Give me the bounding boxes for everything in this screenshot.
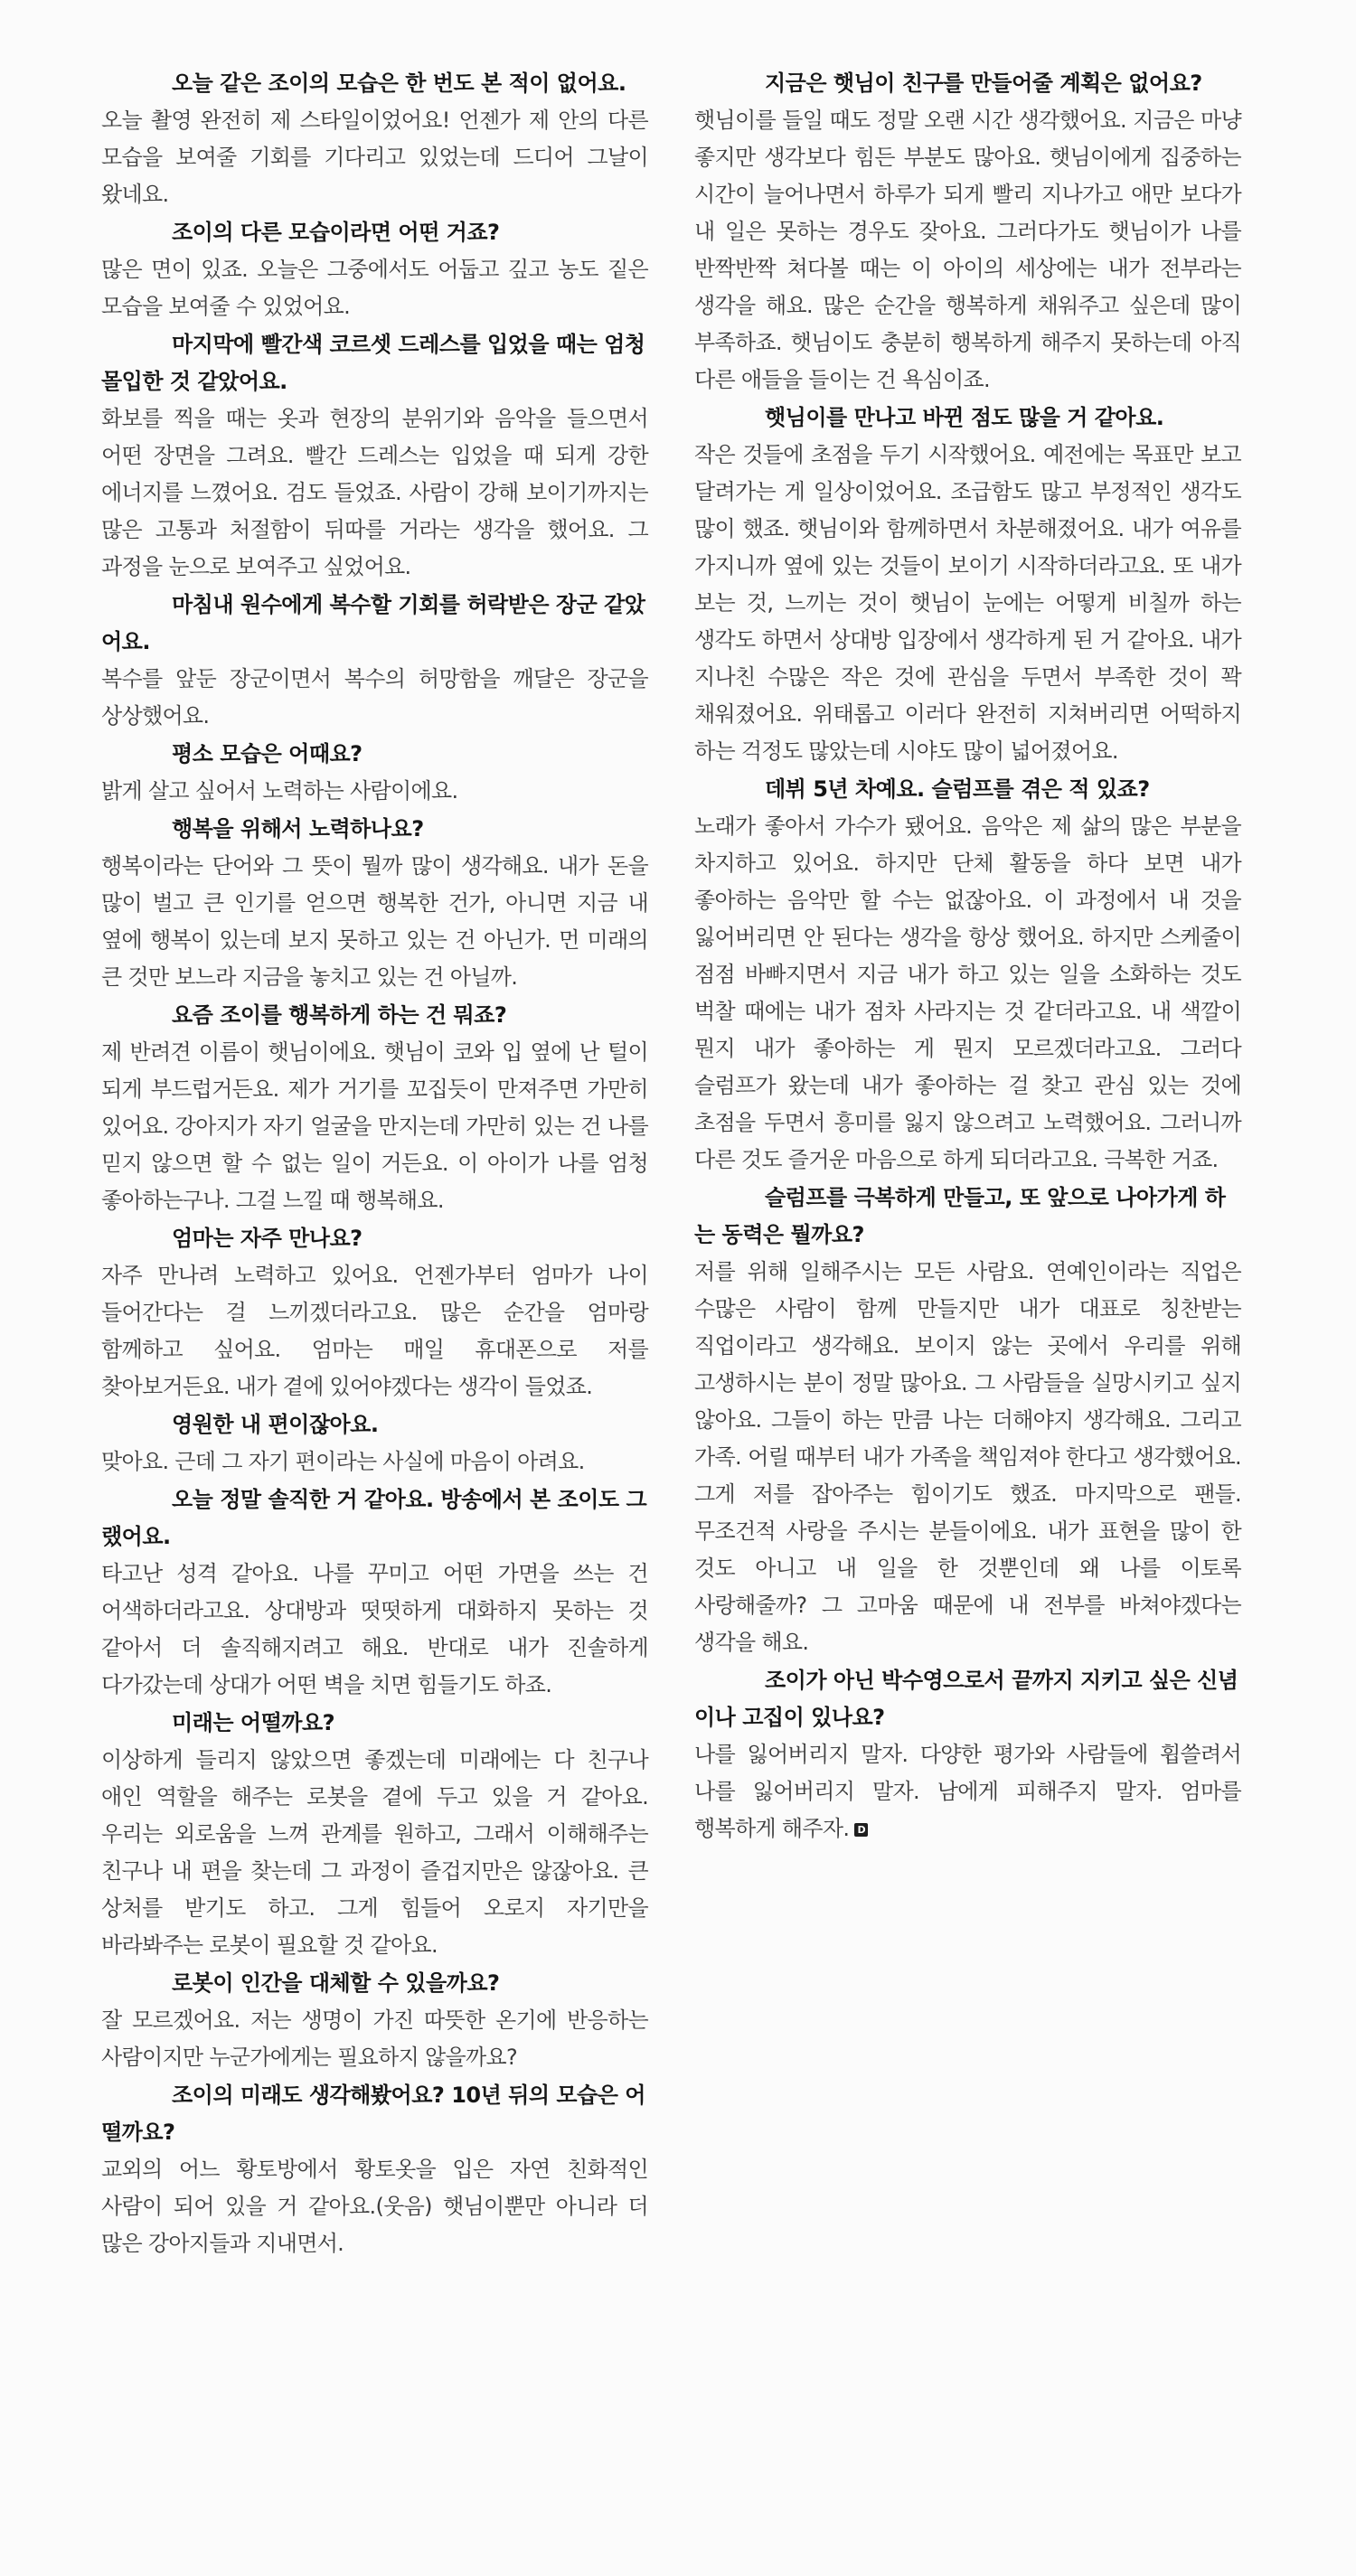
question: 데뷔 5년 차예요. 슬럼프를 겪은 적 있죠? [765,776,1150,802]
question: 조이의 미래도 생각해봤어요? 10년 뒤의 모습은 어떨까요? [101,2082,645,2145]
answer [101,848,648,996]
qa-block [101,1220,648,1406]
answer [101,2002,648,2076]
right-column [694,65,1241,1848]
qa-block [101,1965,648,2076]
answer [101,2151,648,2262]
qa-block [101,811,648,996]
answer-text: 나를 잃어버리지 말자. 다양한 평가와 사람들에 휩쓸려서 나를 잃어버리지 말자. 남에게 피해주지 말자. 엄마를 행복하게 해주자. [694,1742,1241,1841]
qa-block [694,1180,1241,1661]
answer [101,773,648,810]
answer [101,1443,648,1481]
qa-block [694,65,1241,399]
question: 오늘 같은 조이의 모습은 한 번도 본 적이 없어요. [172,71,626,96]
qa-block [101,65,648,213]
qa-block [101,997,648,1219]
answer [101,661,648,735]
question: 슬럼프를 극복하게 만들고, 또 앞으로 나아가게 하는 동력은 뭘까요? [694,1185,1226,1247]
answer [694,437,1241,770]
answer-text: 잘 모르겠어요. 저는 생명이 가진 따뜻한 온기에 반응하는 사람이지만 누군가에게는 필요하지 않을까요? [101,2007,648,2070]
answer [694,1254,1241,1661]
question: 마침내 원수에게 복수할 기회를 허락받은 장군 같았어요. [101,592,645,654]
qa-block [101,736,648,810]
answer-text: 화보를 찍을 때는 옷과 현장의 분위기와 음악을 들으면서 어떤 장면을 그려요. 빨간 드레스는 입었을 때 되게 강한 에너지를 느꼈어요. 검도 들었죠. 사람이 강해 보이기까지는 많은 고통과 처절함이 뒤따를 거라는 생각을 했어요. 그 과정을 눈으로 보여주고 싶었어요. [101,406,648,579]
answer-text: 제 반려견 이름이 햇님이에요. 햇님이 코와 입 옆에 난 털이 되게 부드럽거든요. 제가 거기를 꼬집듯이 만져주면 가만히 있어요. 강아지가 자기 얼굴을 만지는데 가만히 있는 건 나를 믿지 않으면 할 수 없는 일이 거든요. 이 아이가 나를 엄청 좋아하는구나. 그걸 느낄 때 행복해요. [101,1039,648,1213]
answer [101,1034,648,1219]
end-mark-icon [854,1823,868,1837]
answer-text: 햇님이를 들일 때도 정말 오랜 시간 생각했어요. 지금은 마냥 좋지만 생각보다 힘든 부분도 많아요. 햇님이에게 집중하는 시간이 늘어나면서 하루가 되게 빨리 지나가고 애만 보다가 내 일은 못하는 경우도 잦아요. 그러다가도 햇님이가 나를 반짝반짝 쳐다볼 때는 이 아이의 세상에는 내가 전부라는 생각을 해요. 많은 순간을 행복하게 채워주고 싶은데 많이 부족하죠. 햇님이도 충분히 행복하게 해주지 못하는데 아직 다른 애들을 들이는 건 욕심이죠. [694,108,1241,392]
answer [694,1736,1241,1847]
question: 햇님이를 만나고 바뀐 점도 많을 거 같아요. [765,405,1164,430]
question: 조이가 아닌 박수영으로서 끝까지 지키고 싶은 신념이나 고집이 있나요? [694,1668,1238,1730]
answer-text: 복수를 앞둔 장군이면서 복수의 허망함을 깨달은 장군을 상상했어요. [101,666,648,729]
answer-text: 밝게 살고 싶어서 노력하는 사람이에요. [101,778,458,804]
question: 영원한 내 편이잖아요. [172,1412,379,1437]
answer-text: 이상하게 들리지 않았으면 좋겠는데 미래에는 다 친구나 애인 역할을 해주는 로봇을 곁에 두고 있을 거 같아요. 우리는 외로움을 느껴 관계를 원하고, 그래서 이해해주는 친구나 내 편을 찾는데 그 과정이 즐겁지만은 않잖아요. 큰 상처를 받기도 하고. 그게 힘들어 오로지 자기만을 바라봐주는 로봇이 필요할 것 같아요. [101,1747,648,1958]
question: 엄마는 자주 만나요? [172,1226,363,1251]
answer [101,102,648,213]
question: 행복을 위해서 노력하나요? [172,816,424,841]
answer [101,1257,648,1406]
question: 평소 모습은 어때요? [172,741,363,766]
answer-text: 저를 위해 일해주시는 모든 사람요. 연예인이라는 직업은 수많은 사람이 함께 만들지만 내가 대표로 칭찬받는 직업이라고 생각해요. 보이지 않는 곳에서 우리를 위해 고생하시는 분이 정말 많아요. 그 사람들을 실망시키고 싶지 않아요. 그들이 하는 만큼 나는 더해야지 생각해요. 그리고 가족. 어릴 때부터 내가 가족을 책임져야 한다고 생각했어요. 그게 저를 잡아주는 힘이기도 했죠. 마지막으로 팬들. 무조건적 사랑을 주시는 분들이에요. 내가 표현을 많이 한 것도 아니고 내 일을 한 것뿐인데 왜 나를 이토록 사랑해줄까? 그 고마움 때문에 내 전부를 바쳐야겠다는 생각을 해요. [694,1259,1241,1655]
qa-block [101,326,648,586]
qa-block [101,1705,648,1964]
question: 마지막에 빨간색 코르셋 드레스를 입었을 때는 엄청 몰입한 것 같았어요. [101,332,645,394]
answer [694,102,1241,399]
qa-block [694,771,1241,1179]
question: 로봇이 인간을 대체할 수 있을까요? [172,1970,500,1996]
answer-text: 작은 것들에 초점을 두기 시작했어요. 예전에는 목표만 보고 달려가는 게 일상이었어요. 조급함도 많고 부정적인 생각도 많이 했죠. 햇님이와 함께하면서 차분해졌어요. 내가 여유를 가지니까 옆에 있는 것들이 보이기 시작하더라고요. 또 내가 보는 것, 느끼는 것이 햇님이 눈에는 어떻게 비칠까 하는 생각도 하면서 상대방 입장에서 생각하게 된 거 같아요. 내가 지나친 수많은 작은 것에 관심을 두면서 부족한 것이 꽉 채워졌어요. 위태롭고 이러다 완전히 지쳐버리면 어떡하지 하는 걱정도 많았는데 시야도 많이 넓어졌어요. [694,442,1241,764]
answer-text: 노래가 좋아서 가수가 됐어요. 음악은 제 삶의 많은 부분을 차지하고 있어요. 하지만 단체 활동을 하다 보면 내가 좋아하는 음악만 할 수는 없잖아요. 이 과정에서 내 것을 잃어버리면 안 된다는 생각을 항상 했어요. 하지만 스케줄이 점점 바빠지면서 지금 내가 하고 있는 일을 소화하는 것도 벅찰 때에는 내가 점차 사라지는 것 같더라고요. 내 색깔이 뭔지 내가 좋아하는 게 뭔지 모르겠더라고요. 그러다 슬럼프가 왔는데 내가 좋아하는 걸 찾고 관심 있는 것에 초점을 두면서 흥미를 잃지 않으려고 노력했어요. 그러니까 다른 것도 즐거운 마음으로 하게 되더라고요. 극복한 거죠. [694,813,1241,1172]
qa-block [101,1481,648,1704]
qa-block [101,587,648,735]
question: 지금은 햇님이 친구를 만들어줄 계획은 없어요? [765,71,1202,96]
question: 미래는 어떨까요? [172,1710,335,1735]
qa-block [694,1662,1241,1847]
answer-text: 많은 면이 있죠. 오늘은 그중에서도 어둡고 깊고 농도 짙은 모습을 보여줄 수 있었어요. [101,257,648,319]
answer [101,251,648,325]
answer [101,1742,648,1964]
answer-text: 맞아요. 근데 그 자기 편이라는 사실에 마음이 아려요. [101,1449,585,1474]
qa-block [694,400,1241,770]
answer-text: 행복이라는 단어와 그 뜻이 뭘까 많이 생각해요. 내가 돈을 많이 벌고 큰 인기를 얻으면 행복한 건가, 아니면 지금 내 옆에 행복이 있는데 보지 못하고 있는 건 아닌가. 먼 미래의 큰 것만 보느라 지금을 놓치고 있는 건 아닐까. [101,853,648,990]
question: 조이의 다른 모습이라면 어떤 거죠? [172,220,500,245]
answer-text: 오늘 촬영 완전히 제 스타일이었어요! 언젠가 제 안의 다른 모습을 보여줄 기회를 기다리고 있었는데 드디어 그날이 왔네요. [101,108,648,207]
qa-block [101,2077,648,2262]
left-column [101,65,648,2263]
question: 요즘 조이를 행복하게 하는 건 뭐죠? [172,1002,507,1028]
answer [101,1556,648,1704]
answer-text: 교외의 어느 황토방에서 황토옷을 입은 자연 친화적인 사람이 되어 있을 거 같아요.(웃음) 햇님이뿐만 아니라 더 많은 강아지들과 지내면서. [101,2157,648,2256]
answer [101,400,648,586]
qa-block [101,1406,648,1481]
question: 오늘 정말 솔직한 거 같아요. 방송에서 본 조이도 그랬어요. [101,1487,647,1549]
answer [694,808,1241,1179]
answer-text: 자주 만나려 노력하고 있어요. 언젠가부터 엄마가 나이 들어간다는 걸 느끼겠더라고요. 많은 순간을 엄마랑 함께하고 싶어요. 엄마는 매일 휴대폰으로 저를 찾아보거든요. 내가 곁에 있어야겠다는 생각이 들었죠. [101,1263,648,1399]
qa-block [101,214,648,325]
answer-text: 타고난 성격 같아요. 나를 꾸미고 어떤 가면을 쓰는 건 어색하더라고요. 상대방과 떳떳하게 대화하지 못하는 것 같아서 더 솔직해지려고 해요. 반대로 내가 진솔하게 다가갔는데 상대가 어떤 벽을 치면 힘들기도 하죠. [101,1561,648,1697]
